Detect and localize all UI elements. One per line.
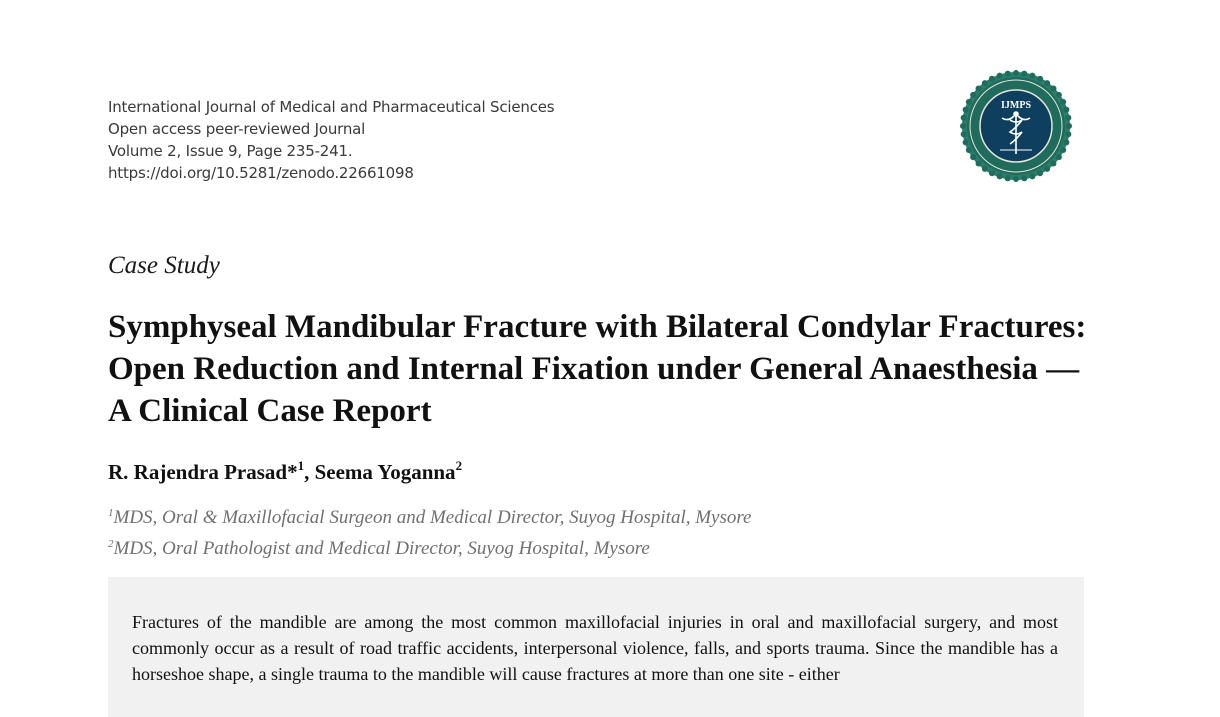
seal-tooth xyxy=(960,123,966,129)
journal-seal-logo xyxy=(960,70,1072,182)
journal-volume: Volume 2, Issue 9, Page 235-241. xyxy=(108,142,353,160)
seal-tooth xyxy=(982,166,988,172)
seal-tooth xyxy=(963,107,969,113)
seal-tooth xyxy=(1050,160,1056,166)
seal-tooth xyxy=(1065,115,1071,121)
seal-tooth xyxy=(989,170,995,176)
author-sup: 2 xyxy=(455,458,463,473)
seal-tooth xyxy=(1013,176,1019,182)
seal-tooth xyxy=(997,173,1003,179)
seal-tooth xyxy=(970,92,976,98)
seal-tooth xyxy=(1063,139,1069,145)
seal-tooth xyxy=(1066,123,1072,129)
seal-tooth xyxy=(989,76,995,82)
seal-tooth xyxy=(1013,70,1019,76)
affiliations xyxy=(108,500,752,562)
affiliation-line xyxy=(108,500,752,531)
seal-tooth xyxy=(1029,73,1035,79)
seal-tooth xyxy=(976,86,982,92)
seal-tooth xyxy=(1037,76,1043,82)
journal-info xyxy=(108,96,554,184)
author-name[interactable]: R. Rajendra Prasad* xyxy=(108,460,298,484)
seal-tooth xyxy=(1021,175,1027,181)
affiliation-line xyxy=(108,531,752,562)
journal-doi[interactable]: https://doi.org/10.5281/zenodo.22661098 xyxy=(108,164,414,182)
seal-tooth xyxy=(963,139,969,145)
seal-tooth xyxy=(1065,131,1071,137)
abstract-text: Fractures of the mandible are among the most common maxillofacial injuries in oral and maxillofacial surgery, and most commonly occur as a result of road traffic accidents, interpersonal violence, falls, and sports trauma. Since the mandible has a horseshoe shape, a single trauma to the mandible will cause fractures at more than one site - either xyxy=(132,612,1058,684)
seal-tooth xyxy=(1050,86,1056,92)
seal-tooth xyxy=(1060,147,1066,153)
seal-tooth xyxy=(1056,154,1062,160)
authors xyxy=(108,458,462,485)
seal-tooth xyxy=(1063,107,1069,113)
seal-tooth xyxy=(1056,92,1062,98)
seal-tooth xyxy=(966,99,972,105)
seal-tooth xyxy=(1005,71,1011,77)
seal-tooth xyxy=(966,147,972,153)
seal-tooth xyxy=(1021,71,1027,77)
seal-tooth xyxy=(1029,173,1035,179)
affiliation-sup: 1 xyxy=(108,507,114,519)
seal-text: IJMPS xyxy=(1001,100,1031,111)
affiliation-text: MDS, Oral & Maxillofacial Surgeon and Medical Director, Suyog Hospital, Mysore xyxy=(113,507,752,528)
author-sup: 1 xyxy=(297,458,305,473)
article-type: Case Study xyxy=(108,252,220,279)
seal-tooth xyxy=(961,131,967,137)
seal-tooth xyxy=(970,154,976,160)
abstract-box xyxy=(108,577,1084,717)
author-name[interactable]: Seema Yoganna xyxy=(314,460,456,484)
seal-tooth xyxy=(982,80,988,86)
paper-title: Symphyseal Mandibular Fracture with Bilateral Condylar Fractures: Open Reduction and Internal Fixation under General Anaesthesia — A Clinical Case Report xyxy=(108,309,1087,429)
seal-tooth xyxy=(1060,99,1066,105)
author-separator: , xyxy=(304,460,315,484)
seal-tooth xyxy=(1037,170,1043,176)
journal-access: Open access peer-reviewed Journal xyxy=(108,120,366,138)
seal-tooth xyxy=(976,160,982,166)
seal-tooth xyxy=(1005,175,1011,181)
affiliation-sup: 2 xyxy=(108,538,114,550)
seal-tooth xyxy=(961,115,967,121)
seal-tooth xyxy=(1044,80,1050,86)
seal-tooth xyxy=(1044,166,1050,172)
seal-tooth xyxy=(997,73,1003,79)
journal-name: International Journal of Medical and Pharmaceutical Sciences xyxy=(108,98,555,116)
affiliation-text: MDS, Oral Pathologist and Medical Director, Suyog Hospital, Mysore xyxy=(113,538,650,559)
